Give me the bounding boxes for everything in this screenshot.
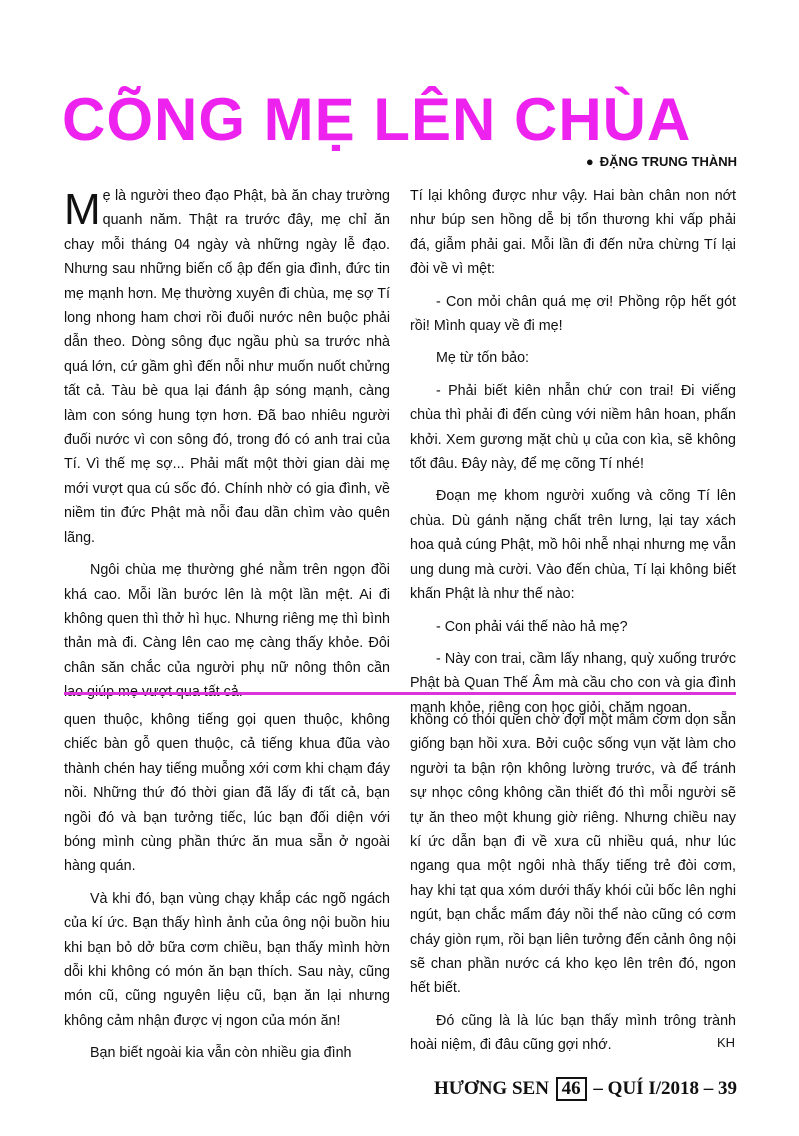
article-paragraph: Tí lại không được như vậy. Hai bàn chân non nớt như búp sen hồng dễ bị tổn thương khi vấp phải đá, giẫm phải gai. Mỗi lần đi đến nửa chừng Tí lại đòi về vì mệt: (410, 188, 736, 278)
article-paragraph: quen thuộc, không tiếng gọi quen thuộc, không chiếc bàn gỗ quen thuộc, cả tiếng khua đũa vào thành chén hay tiếng muỗng xới cơm khi chạm đáy nồi. Những thứ đó thời gian đã lấy đi tất cả, bạn ngồi đó và bạn tưởng tiếc, lúc bạn đối diện với bóng mình cùng phần thức ăn mua sẵn ở ngoài hàng quán. (64, 712, 390, 875)
article-column-left (64, 184, 390, 713)
article-title: CÕNG MẸ LÊN CHÙA (62, 86, 692, 153)
author-name: ĐẶNG TRUNG THÀNH (599, 154, 737, 169)
continued-column-right (410, 708, 736, 1066)
article-paragraph: Và khi đó, bạn vùng chạy khắp các ngõ ngách của kí ức. Bạn thấy hình ảnh của ông nội buồn hiu khi bạn bỏ dở bữa cơm chiều, bạn thấy mình hờn dỗi khi không có món ăn bạn thích. Sau này, cũng món cũ, cũng nguyên liệu cũ, bạn ăn lại nhưng không cảm nhận được vị ngon của món ăn! (64, 890, 390, 1029)
drop-cap: M (64, 185, 101, 234)
article-paragraph: Đoạn mẹ khom người xuống và cõng Tí lên chùa. Dù gánh nặng chất trên lưng, lại tay xách hoa quả cúng Phật, mồ hôi nhễ nhại nhưng mẹ vẫn ung dung mà cười. Vào đến chùa, Tí lại không biết khấn Phật là như thế nào: (410, 488, 736, 603)
author-signoff: KH (716, 1035, 735, 1050)
magazine-name: HƯƠNG SEN (434, 1078, 549, 1099)
article-paragraph (64, 184, 390, 550)
article-column-right (410, 184, 736, 728)
article-paragraph: Đó cũng là là lúc bạn thấy mình trông trành hoài niệm, đi đâu cũng gợi nhớ. (410, 1012, 736, 1054)
byline-bullet: ● (585, 154, 594, 169)
issue-number: 46 (556, 1077, 587, 1101)
page-number: 39 (718, 1078, 737, 1099)
author-byline (586, 153, 737, 171)
section-divider (64, 692, 736, 695)
article-paragraph: - Con phải vái thế nào hả mẹ? (436, 618, 628, 635)
continued-column-left (64, 708, 390, 1074)
issue-period: – QUÍ I/2018 – (593, 1078, 714, 1099)
article-paragraph: Bạn biết ngoài kia vẫn còn nhiều gia đình (90, 1045, 352, 1062)
article-paragraph: Mẹ từ tốn bảo: (436, 350, 530, 367)
article-paragraph: - Này con trai, cầm lấy nhang, quỳ xuống trước Phật bà Quan Thế Âm mà cầu cho con và gia đình mạnh khỏe, riêng con học giỏi, chăm ngoan. (410, 650, 736, 716)
article-paragraph: không có thói quen chờ đợi một mâm cơm dọn sẵn giống bạn hồi xưa. Bởi cuộc sống vụn vặt làm cho người ta bận rộn không lường trước, và để tránh sự nhọc công không cần thiết đó thì mỗi người sẽ tự ăn theo một khung giờ riêng. Nhưng chiều nay kí ức dẫn bạn đi về xưa cũ nhiều quá, như lúc ngang qua một ngôi nhà thấy tiếng trẻ đòi cơm, hay khi tạt qua xóm dưới thấy khói củi bốc lên nghi ngút, bạn chắc mẩm đáy nồi thể nào cũng có cơm cháy giòn rụm, rồi bạn liên tưởng đến cảnh ông nội sẽ chan phần nước cá kho kẹo lên trên đó, ngon hết biết. (410, 712, 736, 997)
page-footer (434, 1076, 737, 1102)
article-paragraph: Ngôi chùa mẹ thường ghé nằm trên ngọn đồi khá cao. Mỗi lần bước lên là một lần mệt. Ai đi không quen thì thở hì hục. Nhưng riêng mẹ thì bình thản mà đi. Càng lên cao mẹ càng thấy khỏe. Đôi chân săn chắc của người phụ nữ nông thôn cần (64, 562, 390, 676)
article-paragraph: - Phải biết kiên nhẫn chứ con trai! Đi viếng chùa thì phải đi đến cùng với niềm hân hoan, phấn khởi. Xem gương mặt chù ụ của con kìa, sẽ không tốt đâu. Đây này, để mẹ cõng Tí nhé! (410, 382, 736, 473)
paragraph-text: ẹ là người theo đạo Phật, bà ăn chay trường quanh năm. Thật ra trước đây, mẹ chỉ ăn chay mỗi tháng 04 ngày và những ngày lễ đạo. Nhưng sau những biến cố ập đến gia đình, đức tin mẹ mạnh hơn. Mẹ thường xuyên đi chùa, mẹ sợ Tí long nhong ham chơi rồi đuối nước nên buộc phải dẫn theo. Dòng sông đục ngầu phù sa trước nhà quá lớn, cứ gầm ghì đến nỗi như muốn nuốt chửng tất cả. Tàu bè qua lại đánh ập sóng mạnh, càng làm con sóng hung tợn hơn. Đã bao nhiêu người đuối nước vì con sông đó, trong đó có anh trai của Tí. Vì thế mẹ sợ... Phải mất một thời gian dài mẹ mới vượt qua cú sốc đó. Chính nhờ có gia đình, về niềm tin đức Phật mà nỗi đau dần chìm vào quên lãng. (64, 188, 390, 546)
article-paragraph: - Con mỏi chân quá mẹ ơi! Phồng rộp hết gót rồi! Mình quay về đi mẹ! (410, 293, 736, 335)
